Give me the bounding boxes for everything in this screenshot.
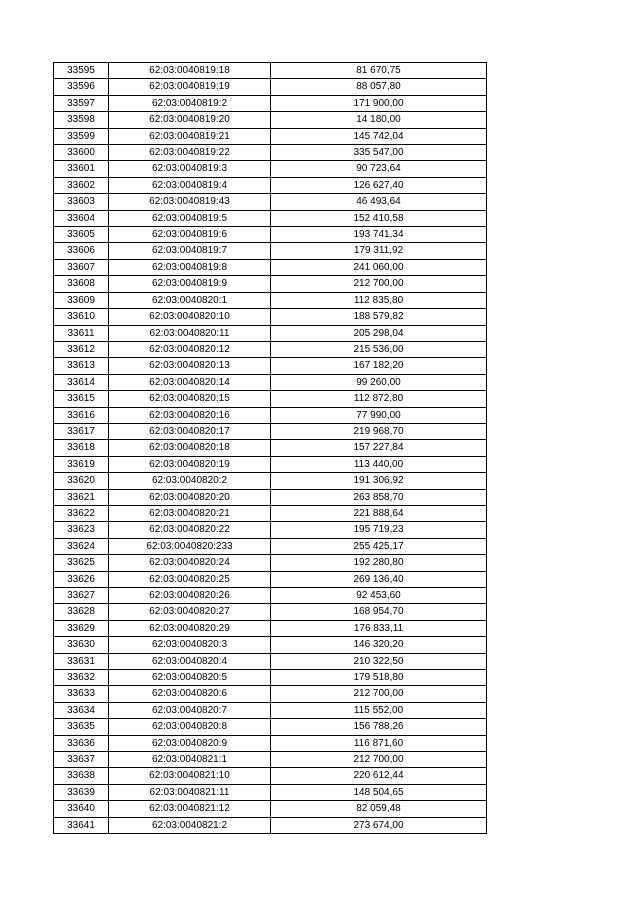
row-number-cell: 33639 (54, 784, 109, 800)
cadastral-value-cell: 241 060,00 (271, 259, 487, 275)
row-number-cell: 33607 (54, 259, 109, 275)
row-number-cell: 33624 (54, 538, 109, 554)
cadastral-value-cell: 212 700,00 (271, 752, 487, 768)
table-row (54, 538, 487, 554)
cadastral-value-cell: 221 888,64 (271, 505, 487, 521)
cadastral-number-cell: 62:03:0040821:2 (109, 817, 271, 833)
cadastral-value-cell: 269 136,40 (271, 571, 487, 587)
cadastral-number-cell: 62:03:0040819:21 (109, 128, 271, 144)
table-row (54, 456, 487, 472)
cadastral-value-cell: 81 670,75 (271, 63, 487, 79)
row-number-cell: 33629 (54, 620, 109, 636)
cadastral-number-cell: 62:03:0040820:11 (109, 325, 271, 341)
row-number-cell: 33608 (54, 276, 109, 292)
cadastral-number-cell: 62:03:0040819:19 (109, 79, 271, 95)
table-row (54, 440, 487, 456)
table-body (54, 63, 487, 834)
cadastral-value-cell: 212 700,00 (271, 686, 487, 702)
table-row (54, 63, 487, 79)
row-number-cell: 33641 (54, 817, 109, 833)
cadastral-number-cell: 62:03:0040820:20 (109, 489, 271, 505)
table-row (54, 276, 487, 292)
row-number-cell: 33626 (54, 571, 109, 587)
row-number-cell: 33622 (54, 505, 109, 521)
table-row (54, 112, 487, 128)
table-row (54, 161, 487, 177)
cadastral-number-cell: 62:03:0040819:4 (109, 177, 271, 193)
table-row (54, 194, 487, 210)
row-number-cell: 33602 (54, 177, 109, 193)
row-number-cell: 33605 (54, 227, 109, 243)
row-number-cell: 33610 (54, 309, 109, 325)
table-row (54, 620, 487, 636)
cadastral-number-cell: 62:03:0040819:6 (109, 227, 271, 243)
table-row (54, 702, 487, 718)
cadastral-number-cell: 62:03:0040821:11 (109, 784, 271, 800)
table-row (54, 473, 487, 489)
cadastral-number-cell: 62:03:0040820:27 (109, 604, 271, 620)
row-number-cell: 33596 (54, 79, 109, 95)
cadastral-number-cell: 62:03:0040820:6 (109, 686, 271, 702)
row-number-cell: 33623 (54, 522, 109, 538)
cadastral-number-cell: 62:03:0040819:9 (109, 276, 271, 292)
table-row (54, 670, 487, 686)
table-row (54, 79, 487, 95)
row-number-cell: 33631 (54, 653, 109, 669)
table-row (54, 801, 487, 817)
cadastral-number-cell: 62:03:0040820:18 (109, 440, 271, 456)
cadastral-value-cell: 148 504,65 (271, 784, 487, 800)
row-number-cell: 33618 (54, 440, 109, 456)
table-row (54, 505, 487, 521)
row-number-cell: 33597 (54, 95, 109, 111)
row-number-cell: 33614 (54, 374, 109, 390)
cadastral-number-cell: 62:03:0040819:2 (109, 95, 271, 111)
cadastral-number-cell: 62:03:0040820:12 (109, 341, 271, 357)
cadastral-number-cell: 62:03:0040820:21 (109, 505, 271, 521)
cadastral-number-cell: 62:03:0040821:12 (109, 801, 271, 817)
cadastral-number-cell: 62:03:0040820:233 (109, 538, 271, 554)
row-number-cell: 33615 (54, 391, 109, 407)
row-number-cell: 33630 (54, 637, 109, 653)
cadastral-value-cell: 179 518,80 (271, 670, 487, 686)
cadastral-number-cell: 62:03:0040820:25 (109, 571, 271, 587)
cadastral-value-cell: 77 990,00 (271, 407, 487, 423)
cadastral-number-cell: 62:03:0040819:3 (109, 161, 271, 177)
table-row (54, 752, 487, 768)
cadastral-value-cell: 219 968,70 (271, 423, 487, 439)
row-number-cell: 33601 (54, 161, 109, 177)
table-row (54, 686, 487, 702)
cadastral-number-cell: 62:03:0040820:14 (109, 374, 271, 390)
row-number-cell: 33599 (54, 128, 109, 144)
table-row (54, 768, 487, 784)
table-row (54, 653, 487, 669)
row-number-cell: 33635 (54, 719, 109, 735)
cadastral-value-cell: 92 453,60 (271, 588, 487, 604)
table-row (54, 719, 487, 735)
cadastral-value-cell: 205 298,04 (271, 325, 487, 341)
row-number-cell: 33632 (54, 670, 109, 686)
cadastral-number-cell: 62:03:0040821:1 (109, 752, 271, 768)
table-row (54, 358, 487, 374)
cadastral-value-cell: 112 835,80 (271, 292, 487, 308)
cadastral-value-cell: 171 900,00 (271, 95, 487, 111)
cadastral-value-cell: 192 280,80 (271, 555, 487, 571)
cadastral-value-cell: 99 260,00 (271, 374, 487, 390)
cadastral-number-cell: 62:03:0040820:4 (109, 653, 271, 669)
row-number-cell: 33619 (54, 456, 109, 472)
cadastral-number-cell: 62:03:0040820:2 (109, 473, 271, 489)
cadastral-value-cell: 116 871,60 (271, 735, 487, 751)
cadastral-number-cell: 62:03:0040820:19 (109, 456, 271, 472)
table-row (54, 243, 487, 259)
table-row (54, 489, 487, 505)
cadastral-value-cell: 215 536,00 (271, 341, 487, 357)
cadastral-value-cell: 157 227,84 (271, 440, 487, 456)
row-number-cell: 33598 (54, 112, 109, 128)
row-number-cell: 33634 (54, 702, 109, 718)
row-number-cell: 33606 (54, 243, 109, 259)
row-number-cell: 33604 (54, 210, 109, 226)
cadastral-value-cell: 273 674,00 (271, 817, 487, 833)
cadastral-number-cell: 62:03:0040820:3 (109, 637, 271, 653)
table-row (54, 604, 487, 620)
row-number-cell: 33638 (54, 768, 109, 784)
cadastral-value-cell: 46 493,64 (271, 194, 487, 210)
row-number-cell: 33628 (54, 604, 109, 620)
cadastral-value-cell: 193 741,34 (271, 227, 487, 243)
table-row (54, 325, 487, 341)
cadastral-number-cell: 62:03:0040820:15 (109, 391, 271, 407)
cadastral-value-cell: 156 788,26 (271, 719, 487, 735)
cadastral-number-cell: 62:03:0040820:24 (109, 555, 271, 571)
row-number-cell: 33627 (54, 588, 109, 604)
cadastral-number-cell: 62:03:0040819:22 (109, 145, 271, 161)
cadastral-value-cell: 90 723,64 (271, 161, 487, 177)
cadastral-value-cell: 152 410,58 (271, 210, 487, 226)
cadastral-number-cell: 62:03:0040820:26 (109, 588, 271, 604)
table-row (54, 784, 487, 800)
cadastral-value-cell: 126 627,40 (271, 177, 487, 193)
row-number-cell: 33640 (54, 801, 109, 817)
table-row (54, 735, 487, 751)
cadastral-value-cell: 220 612,44 (271, 768, 487, 784)
cadastral-value-cell: 210 322,50 (271, 653, 487, 669)
cadastral-number-cell: 62:03:0040820:9 (109, 735, 271, 751)
cadastral-number-cell: 62:03:0040820:13 (109, 358, 271, 374)
table-row (54, 407, 487, 423)
cadastral-value-cell: 212 700,00 (271, 276, 487, 292)
cadastral-value-cell: 82 059,48 (271, 801, 487, 817)
table-row (54, 423, 487, 439)
table-row (54, 128, 487, 144)
cadastral-value-cell: 115 552,00 (271, 702, 487, 718)
cadastral-value-cell: 112 872,80 (271, 391, 487, 407)
cadastral-value-cell: 145 742,04 (271, 128, 487, 144)
cadastral-number-cell: 62:03:0040819:20 (109, 112, 271, 128)
cadastral-number-cell: 62:03:0040820:10 (109, 309, 271, 325)
table-row (54, 145, 487, 161)
cadastral-value-cell: 146 320,20 (271, 637, 487, 653)
row-number-cell: 33617 (54, 423, 109, 439)
row-number-cell: 33633 (54, 686, 109, 702)
row-number-cell: 33637 (54, 752, 109, 768)
cadastral-value-table (53, 62, 487, 834)
row-number-cell: 33620 (54, 473, 109, 489)
cadastral-value-cell: 191 306,92 (271, 473, 487, 489)
cadastral-number-cell: 62:03:0040820:8 (109, 719, 271, 735)
cadastral-value-cell: 255 425,17 (271, 538, 487, 554)
table-row (54, 391, 487, 407)
cadastral-number-cell: 62:03:0040820:22 (109, 522, 271, 538)
cadastral-value-cell: 88 057,80 (271, 79, 487, 95)
table-row (54, 374, 487, 390)
cadastral-value-cell: 176 833,11 (271, 620, 487, 636)
cadastral-value-cell: 168 954,70 (271, 604, 487, 620)
row-number-cell: 33603 (54, 194, 109, 210)
cadastral-value-cell: 113 440,00 (271, 456, 487, 472)
row-number-cell: 33616 (54, 407, 109, 423)
cadastral-number-cell: 62:03:0040820:7 (109, 702, 271, 718)
row-number-cell: 33621 (54, 489, 109, 505)
cadastral-number-cell: 62:03:0040820:17 (109, 423, 271, 439)
cadastral-number-cell: 62:03:0040820:16 (109, 407, 271, 423)
table-row (54, 210, 487, 226)
row-number-cell: 33612 (54, 341, 109, 357)
cadastral-number-cell: 62:03:0040819:43 (109, 194, 271, 210)
table-row (54, 259, 487, 275)
cadastral-number-cell: 62:03:0040820:5 (109, 670, 271, 686)
row-number-cell: 33609 (54, 292, 109, 308)
row-number-cell: 33600 (54, 145, 109, 161)
row-number-cell: 33625 (54, 555, 109, 571)
cadastral-number-cell: 62:03:0040819:5 (109, 210, 271, 226)
table-row (54, 309, 487, 325)
cadastral-number-cell: 62:03:0040820:29 (109, 620, 271, 636)
cadastral-value-cell: 195 719,23 (271, 522, 487, 538)
row-number-cell: 33595 (54, 63, 109, 79)
cadastral-value-cell: 335 547,00 (271, 145, 487, 161)
table-row (54, 95, 487, 111)
cadastral-number-cell: 62:03:0040819:18 (109, 63, 271, 79)
cadastral-value-cell: 14 180,00 (271, 112, 487, 128)
cadastral-number-cell: 62:03:0040819:8 (109, 259, 271, 275)
cadastral-number-cell: 62:03:0040820:1 (109, 292, 271, 308)
table-row (54, 637, 487, 653)
table-row (54, 227, 487, 243)
cadastral-number-cell: 62:03:0040821:10 (109, 768, 271, 784)
row-number-cell: 33613 (54, 358, 109, 374)
cadastral-value-cell: 188 579,82 (271, 309, 487, 325)
cadastral-value-cell: 263 858,70 (271, 489, 487, 505)
table-row (54, 341, 487, 357)
table-row (54, 292, 487, 308)
table-row (54, 177, 487, 193)
table-row (54, 555, 487, 571)
table-row (54, 817, 487, 833)
cadastral-value-cell: 179 311,92 (271, 243, 487, 259)
cadastral-value-cell: 167 182,20 (271, 358, 487, 374)
cadastral-number-cell: 62:03:0040819:7 (109, 243, 271, 259)
table-row (54, 522, 487, 538)
row-number-cell: 33611 (54, 325, 109, 341)
table-row (54, 588, 487, 604)
row-number-cell: 33636 (54, 735, 109, 751)
table-row (54, 571, 487, 587)
